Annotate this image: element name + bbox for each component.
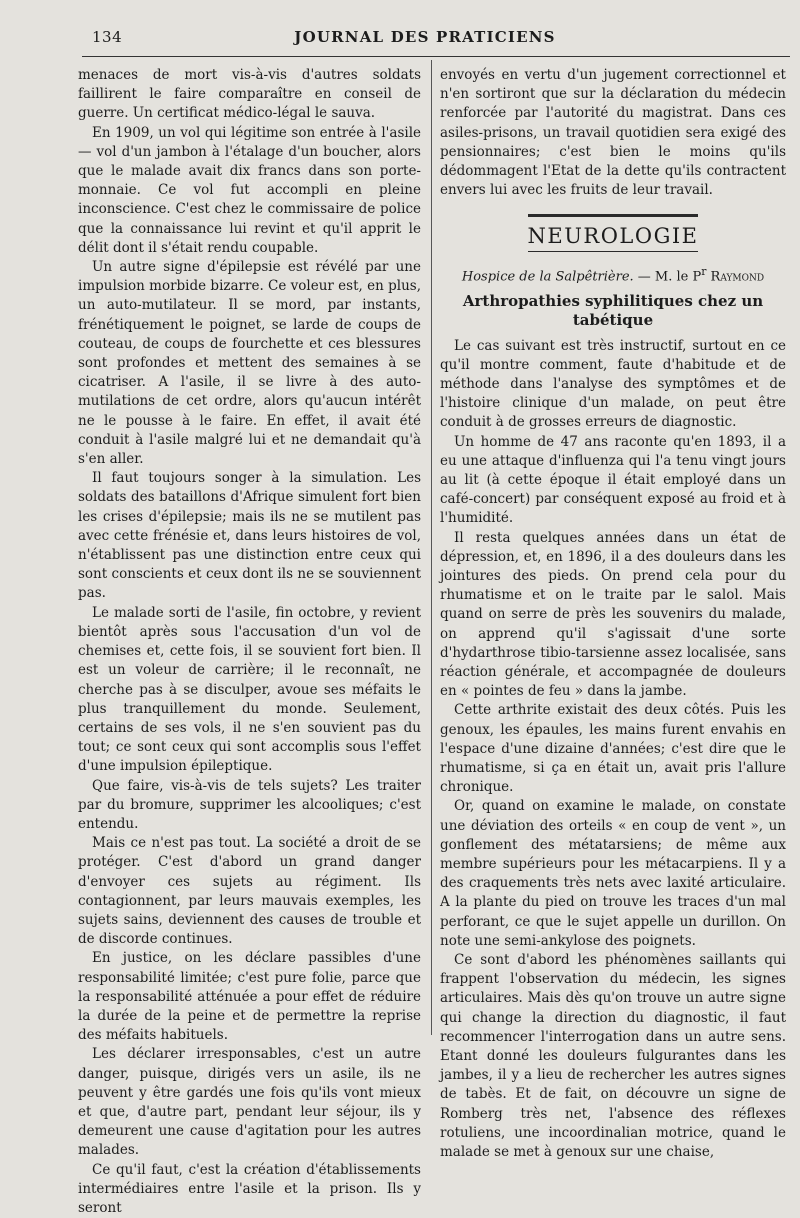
right-paragraph: Or, quand on examine le malade, on constate une déviation des orteils « en coup de vent », un gonflement des métatarsiens; de même aux membre supérieurs pour les métacarpiens. Il y a des craquements très nets avec laxité articulaire. A la plante du pied on trouve les traces d'un mal perforant, ce que le sujet appelle un durillon. On note une semi-ankylose des poignets. xyxy=(440,798,786,949)
right-column xyxy=(440,66,786,1162)
section-rule-bottom xyxy=(528,251,698,252)
right-paragraph: Cette arthrite existait des deux côtés. Puis les genoux, les épaules, les mains furent envahis en l'espace d'une dizaine d'années; c'est dire que le rhumatisme, si ça en était un, avait pris l'allure chronique. xyxy=(440,702,786,796)
article-title: Arthropathies syphilitiques chez un tabétique xyxy=(462,292,764,330)
page-number: 134 xyxy=(92,28,123,46)
continuation-paragraph: envoyés en vertu d'un jugement correctionnel et n'en sortiront que sur la déclaration du médecin renforcée par l'autorité du magistrat. Dans ces asiles-prisons, un travail quotidien sera exigé des pensionnaires; c'est bien le moins qu'ils dédommagent l'Etat de la dette qu'ils contractent envers lui avec les fruits de leur travail. xyxy=(440,67,786,199)
article-subheading xyxy=(440,262,786,287)
left-paragraph: En 1909, un vol qui légitime son entrée à l'asile — vol d'un jambon à l'étalage d'un boucher, alors que le malade avait dix francs dans son porte-monnaie. Ce vol fut accompli en pleine inconscience. C'est chez le commissaire de police que la connaissance lui revint et qu'il apprit le délit dont il s'était rendu coupable. xyxy=(78,124,421,256)
section-rule-top xyxy=(528,214,698,217)
left-paragraph: Mais ce n'est pas tout. La société a droit de se protéger. C'est d'abord un grand danger d'envoyer ces sujets au régiment. Ils contagionnent, par leurs mauvais exemples, les sujets sains, deviennent des causes de trouble et de discorde continues. xyxy=(78,835,421,948)
left-paragraph: Les déclarer irresponsables, c'est un autre danger, puisque, dirigés vers un asile, ils ne peuvent y être gardés une fois qu'ils vont mieux et que, d'autre part, pendant leur séjour, ils y demeurent une cause d'agitation pour les autres malades. xyxy=(78,1046,421,1159)
right-paragraph: Le cas suivant est très instructif, surtout en ce qu'il montre comment, faute d'habitude et de méthode dans l'analyse des symptômes et de l'histoire clinique d'un malade, on peut être conduit à de grosses erreurs de diagnostic. xyxy=(440,337,786,431)
subheading-dash: — M. le P xyxy=(633,268,702,284)
left-paragraph: Il faut toujours songer à la simulation. Les soldats des bataillons d'Afrique simulent fort bien les crises d'épilepsie; mais ils ne se mutilent pas avec cette frénésie et, dans leurs histoires de vol, n'établissent pas une distinction entre ceux qui sont conscients et ceux dont ils ne se souviennent pas. xyxy=(78,470,421,602)
left-paragraph: En justice, on les déclare passibles d'une responsabilité limitée; c'est pure folie, parce que la responsabilité atténuée a pour effet de réduire la durée de la peine et de permettre la reprise des méfaits habituels. xyxy=(78,950,421,1044)
right-paragraph: Un homme de 47 ans raconte qu'en 1893, il a eu une attaque d'influenza qui l'a tenu vingt jours au lit (à cette époque il était employé dans un café-concert) par conséquent exposé au froid et à l'humidité. xyxy=(440,433,786,527)
column-divider xyxy=(431,60,432,1035)
left-paragraph: Le malade sorti de l'asile, fin octobre, y revient bientôt après sous l'accusation d'un vol de chemises et, cette fois, il se souvient fort bien. Il est un voleur de carrière; il le reconnaît, ne cherche pas à se disculper, avoue ses méfaits le plus tranquillement du monde. Seulement, certains de ses vols, il ne s'en souvient pas du tout; ce sont ceux qui sont accomplis sous l'effet d'une impulsion épileptique. xyxy=(78,604,421,775)
section-title: NEUROLOGIE xyxy=(527,224,699,249)
header-rule xyxy=(82,56,790,57)
left-paragraph: Un autre signe d'épilepsie est révélé par une impulsion morbide bizarre. Ce voleur est, en plus, un auto-mutilateur. Il se mord, par instants, frénétiquement le poignet, se larde de coups de couteau, de coups de fourchette et ces blessures sont profondes et mettent des semaines à se cicatriser. A l'asile, il se livre à des auto-mutilations de cet ordre, alors qu'aucun intérêt ne le pousse à le faire. En effet, il avait été conduit à l'asile malgré lui et ne demandait qu'à s'en aller. xyxy=(78,259,421,468)
institution-name: Hospice de la Salpêtrière. xyxy=(461,268,634,284)
journal-title: JOURNAL DES PRATICIENS xyxy=(294,28,556,46)
left-paragraph: Que faire, vis-à-vis de tels sujets? Les traiter par du bromure, supprimer les alcooliques; c'est entendu. xyxy=(78,777,421,832)
subheading-sup: r xyxy=(701,264,707,278)
left-paragraph: menaces de mort vis-à-vis d'autres soldats faillirent le faire comparaître en conseil de guerre. Un certificat médico-légal le sauva. xyxy=(78,67,421,122)
left-paragraph: Ce qu'il faut, c'est la création d'établissements intermédiaires entre l'asile et la prison. Ils y seront xyxy=(78,1161,421,1216)
page-header xyxy=(0,28,800,52)
author-name: Raymond xyxy=(706,268,765,284)
left-column xyxy=(78,66,421,1218)
right-paragraph: Il resta quelques années dans un état de dépression, et, en 1896, il a des douleurs dans les jointures des pieds. On prend cela pour du rhumatisme et on le traite par le salol. Mais quand on serre de près les souvenirs du malade, on apprend qu'il s'agissait d'une sorte d'hydarthrose tibio-tarsienne assez localisée, sans réaction générale, et accompagnée de douleurs en « pointes de feu » dans la jambe. xyxy=(440,529,786,700)
right-paragraph: Ce sont d'abord les phénomènes saillants qui frappent l'observation du médecin, les signes articulaires. Mais dès qu'on trouve un autre signe qui change la direction du diagnostic, il faut recommencer l'interrogation dans un autre sens. Etant donné les douleurs fulgurantes dans les jambes, il y a lieu de rechercher les autres signes de tabès. Et de fait, on découvre un signe de Romberg très net, l'absence des réflexes rotuliens, une incoordinalian motrice, quand le malade se met à genoux sur une chaise, xyxy=(440,952,786,1161)
